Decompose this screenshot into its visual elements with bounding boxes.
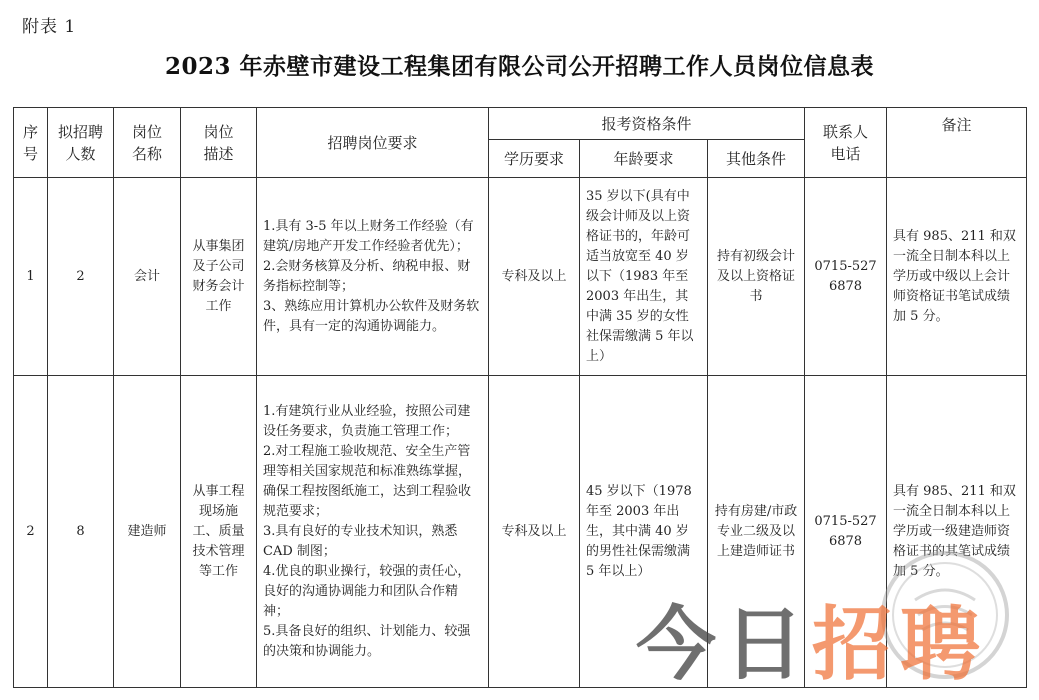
header-remarks [887,108,1027,178]
header-remarks-label: 备注 [941,116,972,134]
header-post-desc-label: 岗位描述 [203,122,234,163]
header-seq-label: 序号 [22,122,38,163]
header-contact-label: 联系人电话 [823,122,869,163]
cell-contact [805,376,887,688]
cell-contact [805,178,887,376]
header-post-name-label: 岗位名称 [131,122,162,163]
table-row [14,178,1027,376]
header-post-name [114,108,181,178]
cell-requirements [257,376,489,688]
requirement-item: 1.具有 3-5 年以上财务工作经验（有建筑/房地产开发工作经验者优先）； [263,218,474,254]
header-education: 学历要求 [489,140,580,178]
cell-count: 8 [48,376,114,688]
requirement-item: 3、熟练应用计算机办公软件及财务软件，具有一定的沟通协调能力。 [263,298,480,334]
requirement-item: 1.有建筑行业从业经验，按照公司建设任务要求，负责施工管理工作； [263,403,471,439]
requirement-item: 2.对工程施工验收规范、安全生产管理等相关国家规范和标准熟练掌握，确保工程按图纸施工，达到工程验收规范要求； [263,443,472,519]
cell-post-desc [181,376,257,688]
watermark-text-gray: 今日 [636,598,812,691]
cell-post-name: 会计 [114,178,181,376]
cell-remarks: 具有 985、211 和双一流全日制本科以上学历或一级建造师资格证书的其笔试成绩加 5 分。 [887,376,1027,688]
cell-age: 45 岁以下（1978 年至 2003 年出生，其中满 40 岁的男性社保需缴满 5 年以上） [580,376,708,688]
table-row [14,376,1027,688]
requirement-item: 4.优良的职业操行，较强的责任心，良好的沟通协调能力和团队合作精神； [263,563,471,619]
watermark-text-orange: 招聘 [812,598,988,691]
cell-education: 专科及以上 [489,376,580,688]
header-age: 年龄要求 [580,140,708,178]
post-desc-text: 从事工程现场施工、质量技术管理等工作 [192,483,245,579]
cell-other: 持有房建/市政专业二级及以上建造师证书 [708,376,805,688]
post-desc-text: 从事集团及子公司财务会计工作 [192,238,245,314]
cell-seq: 1 [14,178,48,376]
header-post-desc [181,108,257,178]
cell-education: 专科及以上 [489,178,580,376]
cell-remarks: 具有 985、211 和双一流全日制本科以上学历或中级以上会计师资格证书笔试成绩加 5 分。 [887,178,1027,376]
header-requirements: 招聘岗位要求 [257,108,489,178]
page-title: 2023 年赤壁市建设工程集团有限公司公开招聘工作人员岗位信息表 [164,53,875,80]
requirement-item: 3.具有良好的专业技术知识，熟悉 CAD 制图； [263,523,458,559]
header-count-label: 拟招聘人数 [57,122,103,163]
header-count [48,108,114,178]
header-qualifications: 报考资格条件 [489,108,805,140]
requirement-item: 5.具备良好的组织、计划能力、较强的决策和协调能力。 [263,623,471,659]
cell-seq: 2 [14,376,48,688]
cell-requirements [257,178,489,376]
contact-phone: 0715-5276878 [814,258,877,294]
header-other: 其他条件 [708,140,805,178]
cell-post-desc [181,178,257,376]
header-contact [805,108,887,178]
header-seq [14,108,48,178]
job-info-table [13,107,1027,688]
appendix-label: 附表 1 [22,17,77,37]
requirement-item: 2.会财务核算及分析、纳税申报、财务指标控制等； [263,258,471,294]
cell-count: 2 [48,178,114,376]
cell-other: 持有初级会计及以上资格证书 [708,178,805,376]
cell-age: 35 岁以下(具有中级会计师及以上资格证书的，年龄可适当放宽至 40 岁以下（1983 年至 2003 年出生，其中满 35 岁的女性社保需缴满 5 年以上） [580,178,708,376]
contact-phone: 0715-5276878 [814,513,877,549]
cell-post-name: 建造师 [114,376,181,688]
